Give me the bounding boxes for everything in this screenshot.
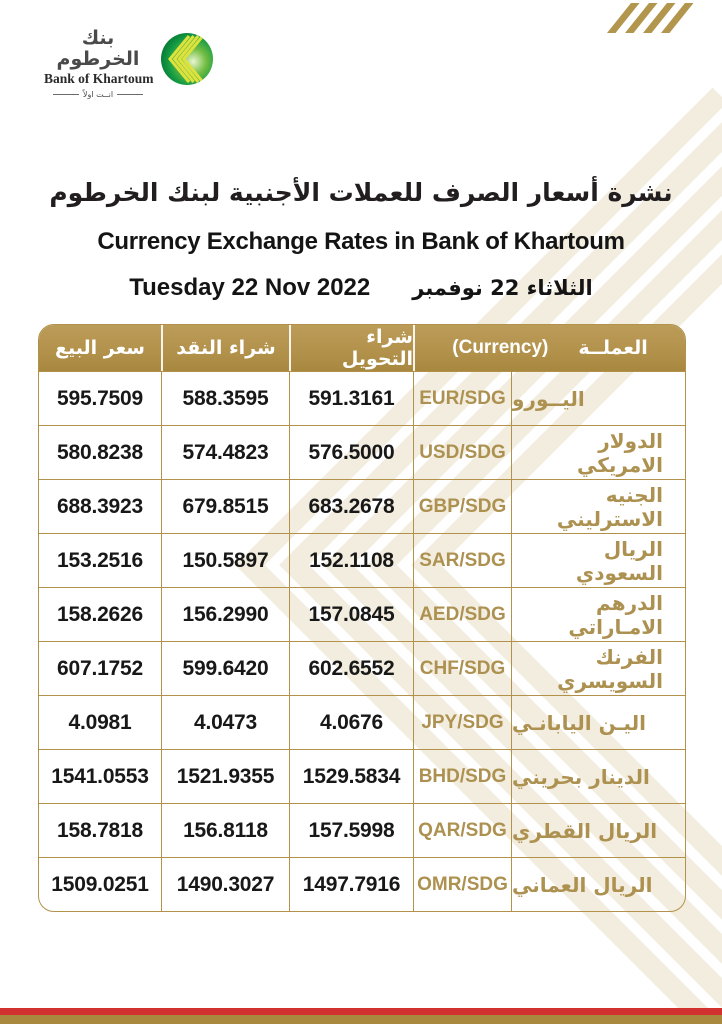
cash-buy-cell: 1490.3027	[161, 857, 289, 911]
header-currency-english: (Currency)	[452, 337, 549, 358]
sell-price-cell: 158.7818	[39, 803, 161, 857]
currency-name-cell: الدينار بحريني	[511, 749, 685, 803]
header-cash-buy: شراء النقد	[161, 325, 289, 371]
sell-price-cell: 595.7509	[39, 371, 161, 425]
sell-price-cell: 607.1752	[39, 641, 161, 695]
footer-red-bar	[0, 1008, 722, 1015]
currency-name-cell: الدولار الامريكي	[511, 425, 685, 479]
cash-buy-cell: 150.5897	[161, 533, 289, 587]
bank-name-arabic: بنك الخرطوم	[56, 27, 140, 70]
tagline-text: انــت اولاً	[82, 89, 114, 99]
bank-name-english: Bank of Khartoum	[44, 70, 154, 86]
currency-code-cell: EUR/SDG	[413, 371, 511, 425]
bank-logo	[44, 28, 214, 99]
currency-code-cell: GBP/SDG	[413, 479, 511, 533]
sell-price-cell: 1541.0553	[39, 749, 161, 803]
currency-code-cell: OMR/SDG	[413, 857, 511, 911]
tagline-rule-left	[53, 94, 79, 95]
rates-table	[38, 324, 686, 912]
currency-name-cell: الفرنك السويسري	[511, 641, 685, 695]
sell-price-cell: 153.2516	[39, 533, 161, 587]
transfer-buy-cell: 602.6552	[289, 641, 413, 695]
currency-name-cell: اليـن اليابانـي	[511, 695, 685, 749]
transfer-buy-cell: 683.2678	[289, 479, 413, 533]
cash-buy-cell: 679.8515	[161, 479, 289, 533]
currency-code-cell: JPY/SDG	[413, 695, 511, 749]
bank-logo-text	[44, 28, 152, 99]
cash-buy-cell: 574.4823	[161, 425, 289, 479]
transfer-buy-cell: 576.5000	[289, 425, 413, 479]
currency-name-cell: الدرهم الامـاراتي	[511, 587, 685, 641]
cash-buy-cell: 156.2990	[161, 587, 289, 641]
currency-code-cell: SAR/SDG	[413, 533, 511, 587]
cash-buy-cell: 4.0473	[161, 695, 289, 749]
cash-buy-cell: 599.6420	[161, 641, 289, 695]
currency-code-cell: BHD/SDG	[413, 749, 511, 803]
page-title-arabic: نشرة أسعار الصرف للعملات الأجنبية لبنك الخرطوم	[49, 178, 673, 207]
date-english: Tuesday 22 Nov 2022	[129, 274, 371, 301]
currency-code-cell: QAR/SDG	[413, 803, 511, 857]
currency-name-cell: الجنيه الاسترليني	[511, 479, 685, 533]
footer-gold-bar	[0, 1015, 722, 1024]
cash-buy-cell: 1521.9355	[161, 749, 289, 803]
corner-stripes-decoration	[600, 0, 710, 40]
currency-name-cell: الريال القطري	[511, 803, 685, 857]
currency-name-cell: اليــورو	[511, 371, 685, 425]
date-arabic: الثلاثاء 22 نوفمبر	[412, 276, 593, 300]
sell-price-cell: 158.2626	[39, 587, 161, 641]
transfer-buy-cell: 4.0676	[289, 695, 413, 749]
transfer-buy-cell: 157.0845	[289, 587, 413, 641]
header-sell-price: سعر البيع	[39, 325, 161, 371]
page-title-english: Currency Exchange Rates in Bank of Khartoum	[97, 228, 625, 255]
transfer-buy-cell: 591.3161	[289, 371, 413, 425]
bank-tagline	[44, 90, 152, 99]
bank-logo-icon	[160, 32, 214, 86]
header-currency-arabic: العملــة	[578, 337, 648, 359]
cash-buy-cell: 588.3595	[161, 371, 289, 425]
transfer-buy-cell: 1497.7916	[289, 857, 413, 911]
transfer-buy-cell: 157.5998	[289, 803, 413, 857]
tagline-rule-right	[117, 94, 143, 95]
currency-code-cell: USD/SDG	[413, 425, 511, 479]
sell-price-cell: 4.0981	[39, 695, 161, 749]
header-transfer-buy: شراء التحويل	[289, 325, 413, 371]
transfer-buy-cell: 1529.5834	[289, 749, 413, 803]
sell-price-cell: 1509.0251	[39, 857, 161, 911]
currency-code-cell: AED/SDG	[413, 587, 511, 641]
cash-buy-cell: 156.8118	[161, 803, 289, 857]
date-line	[0, 274, 722, 302]
transfer-buy-cell: 152.1108	[289, 533, 413, 587]
currency-code-cell: CHF/SDG	[413, 641, 511, 695]
currency-name-cell: الريال العماني	[511, 857, 685, 911]
currency-name-cell: الريال السعودي	[511, 533, 685, 587]
header-currency	[413, 325, 685, 371]
sell-price-cell: 688.3923	[39, 479, 161, 533]
sell-price-cell: 580.8238	[39, 425, 161, 479]
